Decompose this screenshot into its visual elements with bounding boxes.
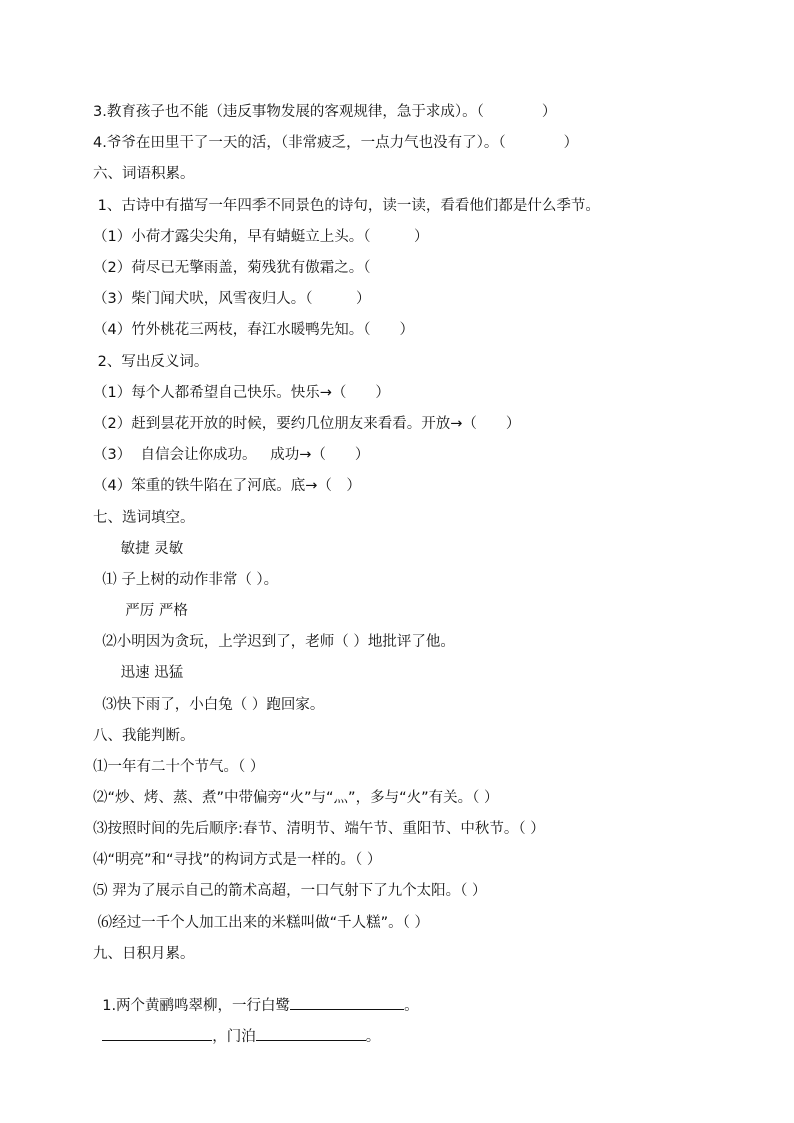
fill-line-1-end: 。: [404, 998, 419, 1014]
text-line: （2）赶到昙花开放的时候，要约几位朋友来看看。开放→（ ）: [93, 416, 521, 432]
text-line: ⑸ 羿为了展示自己的箭术高超，一口气射下了九个太阳。（ ）: [93, 883, 487, 899]
answer-blank-2[interactable]: [102, 1026, 212, 1041]
fill-line-2-middle: ，门泊: [212, 1029, 256, 1045]
text-line: ⑵小明因为贪玩，上学迟到了，老师（ ）地批评了他。: [93, 634, 455, 650]
text-line: （3）柴门闻犬吠，风雪夜归人。（ ）: [93, 291, 371, 307]
text-line: 九、日积月累。: [93, 946, 195, 962]
text-line: ⑶按照时间的先后顺序:春节、清明节、端午节、重阳节、中秋节。（ ）: [93, 821, 545, 837]
text-line: 2、写出反义词。: [93, 354, 209, 370]
fill-line-2-end: 。: [365, 1029, 381, 1045]
text-line: 1、古诗中有描写一年四季不同景色的诗句，读一读，看看他们都是什么季节。: [93, 198, 600, 214]
text-line: ⑹经过一千个人加工出来的米糕叫做“千人糕”。（ ）: [93, 915, 429, 931]
text-line: 4.爷爷在田里干了一天的活，（非常疲乏，一点力气也没有了）。（ ）: [93, 135, 579, 151]
text-line: （4）竹外桃花三两枝，春江水暖鸭先知。（ ）: [93, 322, 414, 338]
text-line: 严厉 严格: [93, 603, 188, 619]
text-line: ⑵“炒、烤、蒸、煮”中带偏旁“火”与“灬”，多与“火”有关。（ ）: [93, 790, 499, 806]
text-line: （1）每个人都希望自己快乐。快乐→（ ）: [93, 385, 390, 401]
answer-blank-3[interactable]: [256, 1026, 366, 1041]
fill-line-2: [93, 1006, 380, 1047]
text-line: 迅速 迅猛: [93, 665, 184, 681]
text-line: ⑴一年有二十个节气。（ ）: [93, 759, 265, 775]
text-line: 3.教育孩子也不能（违反事物发展的客观规律，急于求成）。（ ）: [93, 104, 557, 120]
text-line: 敏捷 灵敏: [93, 541, 184, 557]
text-line: （1）小荷才露尖尖角，早有蜻蜓立上头。（ ）: [93, 229, 429, 245]
text-line: ⑶快下雨了，小白兔（ ）跑回家。: [93, 697, 325, 713]
text-line: （4）笨重的铁牛陷在了河底。底→（ ）: [93, 478, 361, 494]
text-line: ⑷“明亮”和“寻找”的构词方式是一样的。（ ）: [93, 852, 382, 868]
text-line: 八、我能判断。: [93, 728, 195, 744]
text-line: （3） 自信会让你成功。 成功→（ ）: [93, 447, 370, 463]
text-line: 七、选词填空。: [93, 510, 195, 526]
text-line: ⑴ 子上树的动作非常（ ）。: [93, 572, 279, 588]
fill-line-1-text: 1.两个黄鹂鸣翠柳，一行白鹭: [102, 998, 291, 1014]
text-line: （2）荷尽已无擎雨盖，菊残犹有傲霜之。（: [93, 260, 371, 276]
text-line: 六、词语积累。: [93, 166, 195, 182]
